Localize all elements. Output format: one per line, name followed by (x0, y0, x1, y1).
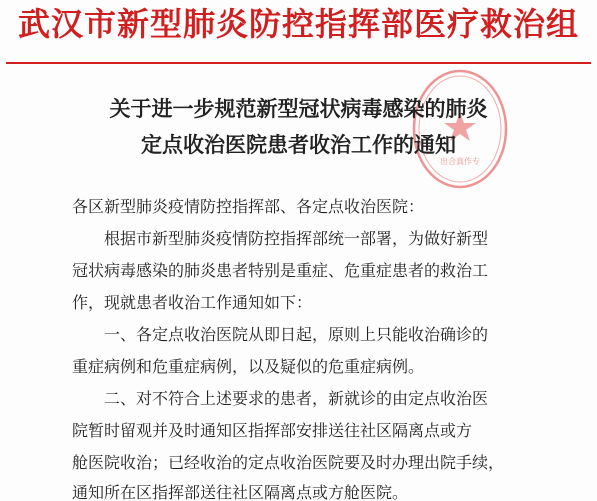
body-line: 根据市新型肺炎疫情防控指挥部统一部署，为做好新型 (72, 229, 489, 248)
document-header-org: 武汉市新型肺炎防控指挥部医疗救治组 (17, 5, 579, 43)
seal-bottom-text: 出合真作专 (440, 157, 480, 166)
document-title-line1: 关于进一步规范新型冠状病毒感染的肺炎 (109, 96, 488, 121)
header-red-rule (6, 62, 591, 64)
document-title-line2: 定点收治医院患者收治工作的通知 (141, 132, 456, 157)
body-line: 舱医院收治；已经收治的定点收治医院要及时办理出院手续， (72, 453, 505, 472)
body-line: 作，现就患者收治工作通知如下： (72, 293, 313, 312)
body-line: 通知所在区指挥部送往社区隔离点或方舱医院。 (72, 483, 409, 501)
body-line: 重症病例和危重症病例，以及疑似的危重症病例。 (72, 357, 425, 376)
body-line: 院暂时留观并及时通知区指挥部安排送往社区隔离点或方 (72, 421, 473, 440)
document-salutation: 各区新型肺炎疫情防控指挥部、各定点收治医院： (72, 197, 425, 216)
body-line: 二、对不符合上述要求的患者，新就诊的由定点收治医 (72, 389, 489, 408)
body-line: 一、各定点收治医院从即日起，原则上只能收治确诊的 (72, 325, 489, 344)
body-line: 冠状病毒感染的肺炎患者特别是重症、危重症患者的救治工 (72, 261, 489, 280)
official-seal-icon (410, 66, 510, 192)
